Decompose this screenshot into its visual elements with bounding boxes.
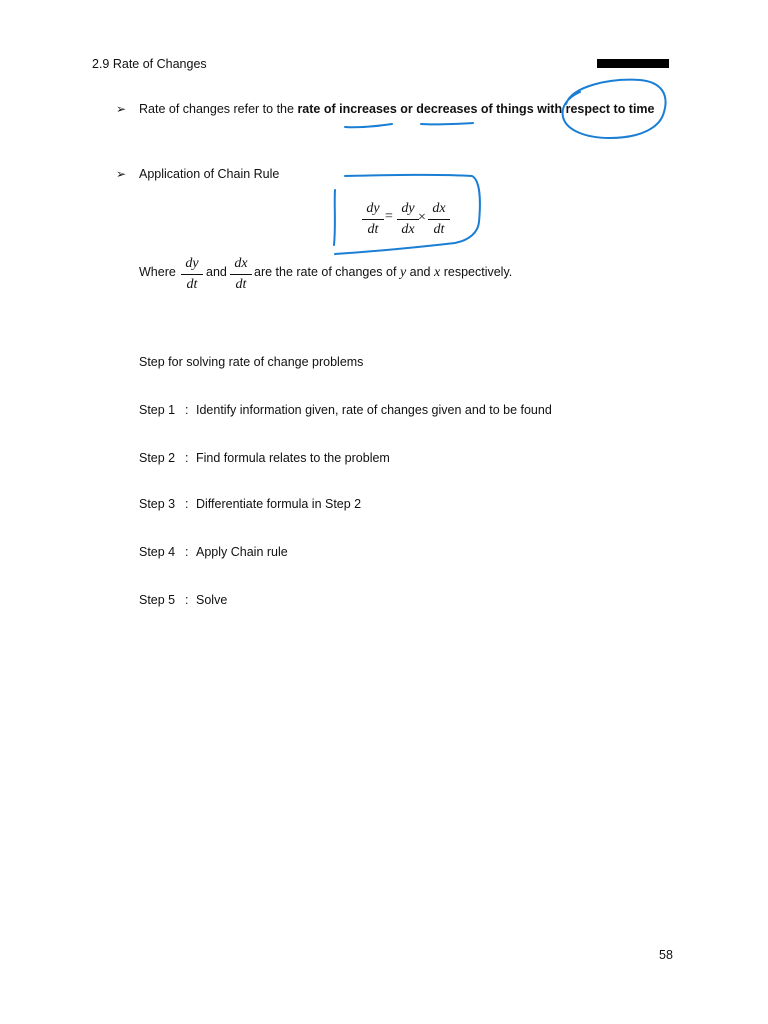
variable-x: x (434, 265, 441, 280)
definition-prefix: Rate of changes refer to the (139, 102, 298, 116)
denominator: dt (367, 222, 379, 237)
fraction-dx-dt-inline (230, 255, 252, 294)
page-number: 58 (659, 948, 673, 962)
steps-heading: Step for solving rate of change problems (139, 355, 364, 369)
denominator: dt (235, 277, 247, 292)
numerator: dx (432, 201, 446, 216)
step-separator: : (185, 593, 189, 607)
arrow-bullet-icon: ➢ (116, 167, 127, 181)
step-text: Differentiate formula in Step 2 (196, 497, 362, 511)
definition-bold: rate of increases or decreases of things with respect to time (297, 102, 655, 116)
and-word: and (206, 265, 227, 279)
underline-increases (345, 124, 392, 127)
step-row (139, 545, 288, 559)
numerator: dy (185, 256, 199, 271)
step-text: Find formula relates to the problem (196, 451, 390, 465)
step-row (139, 497, 361, 511)
description-text: are the rate of changes of (254, 265, 397, 279)
variable-y: y (399, 265, 407, 280)
fraction-dy-dt (362, 200, 384, 239)
step-label: Step 2 (139, 451, 176, 465)
underline-decreases (421, 123, 473, 124)
fraction-dy-dx (397, 200, 419, 239)
step-row (139, 593, 227, 607)
step-label: Step 4 (139, 545, 176, 559)
definition-text (139, 102, 655, 116)
times-sign: × (418, 210, 426, 225)
step-row (139, 403, 552, 417)
page-title: 2.9 Rate of Changes (92, 57, 207, 71)
arrow-bullet-icon: ➢ (116, 102, 127, 116)
step-row (139, 451, 390, 465)
step-label: Step 5 (139, 593, 176, 607)
step-text: Identify information given, rate of changes given and to be found (196, 403, 552, 417)
where-description (254, 265, 512, 281)
redacted-header-block (597, 59, 669, 68)
step-text: Apply Chain rule (196, 545, 288, 559)
numerator: dy (366, 201, 380, 216)
step-label: Step 1 (139, 403, 176, 417)
description-end: respectively. (443, 265, 513, 279)
step-separator: : (185, 451, 189, 465)
fraction-dy-dt-inline (181, 255, 203, 294)
chain-rule-heading: Application of Chain Rule (139, 167, 280, 181)
numerator: dx (234, 256, 248, 271)
denominator: dt (186, 277, 198, 292)
denominator: dx (401, 222, 415, 237)
step-separator: : (185, 403, 189, 417)
step-separator: : (185, 497, 189, 511)
denominator: dt (433, 222, 445, 237)
fraction-dx-dt (428, 200, 450, 239)
and-word: and (409, 265, 431, 279)
step-separator: : (185, 545, 189, 559)
numerator: dy (401, 201, 415, 216)
step-text: Solve (196, 593, 228, 607)
step-label: Step 3 (139, 497, 176, 511)
equals-sign: = (385, 209, 393, 224)
where-word: Where (139, 265, 176, 279)
